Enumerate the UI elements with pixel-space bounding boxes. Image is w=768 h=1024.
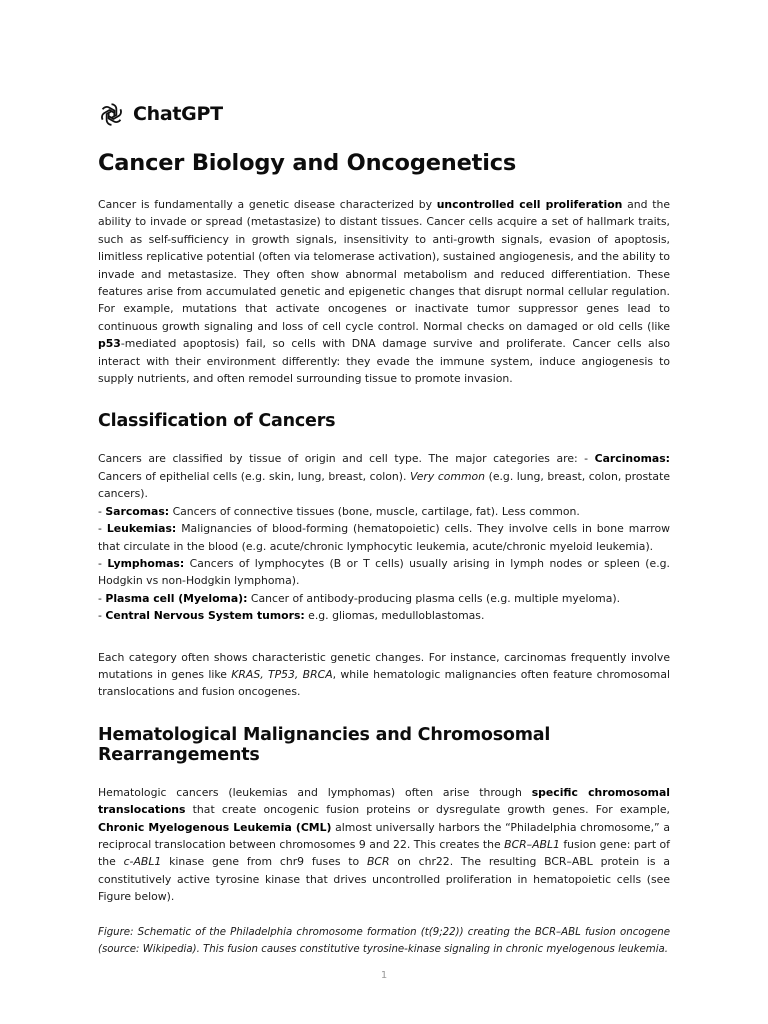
openai-logo-icon xyxy=(98,101,125,128)
list-item: - Lymphomas: Cancers of lymphocytes (B or T cells) usually arising in lymph nodes or spleen (e.g. Hodgkin vs non-Hodgkin lymphoma). xyxy=(98,556,670,588)
list-item: - Leukemias: Malignancies of blood-forming (hematopoietic) cells. They involve cells in bone marrow that circulate in the blood (e.g. acute/chronic lymphocytic leukemia, acute/chronic myeloid leukemia). xyxy=(98,522,670,553)
list-item: - Plasma cell (Myeloma): Cancer of antibody-producing plasma cells (e.g. multiple myeloma). xyxy=(98,591,621,605)
section-heading-hematologic: Hematological Malignancies and Chromosomal Rearrangements xyxy=(98,724,551,765)
classification-list xyxy=(98,450,670,624)
list-item: - Sarcomas: Cancers of connective tissues (bone, muscle, cartilage, fat). Less common. xyxy=(98,504,580,518)
genetics-paragraph: Each category often shows characteristic genetic changes. For instance, carcinomas frequently involve mutations in genes like KRAS, TP53, BRCA, while hematologic malignancies often feature chromosomal translocations and fusion oncogenes. xyxy=(98,650,670,699)
document-page xyxy=(98,100,670,958)
page-title: Cancer Biology and Oncogenetics xyxy=(98,150,517,176)
list-item: - Central Nervous System tumors: e.g. gliomas, medulloblastomas. xyxy=(98,609,485,623)
intro-paragraph: Cancer is fundamentally a genetic disease characterized by uncontrolled cell proliferation and the ability to invade or spread (metastasize) to distant tissues. Cancer cells acquire a set of hallmark traits, such as self-sufficiency in growth signals, insensitivity to anti-growth signals, evasion of apoptosis, limitless replicative potential (often via telomerase activation), sustained angiogenesis, and the ability to invade and metastasize. They often show abnormal metabolism and reduced differentiation. These features arise from accumulated genetic and epigenetic changes that disrupt normal cellular regulation. For example, mutations that activate oncogenes or inactivate tumor suppressor genes lead to continuous growth signaling and loss of cell cycle control. Normal checks on damaged or old cells (like p53-mediated apoptosis) fail, so cells with DNA damage survive and proliferate. Cancer cells also interact with their environment differently: they evade the immune system, induce angiogenesis to supply nutrients, and often remodel surrounding tissue to promote invasion. xyxy=(98,198,670,386)
brand-header xyxy=(98,100,670,128)
hematologic-paragraph: Hematologic cancers (leukemias and lymphomas) often arise through specific chromosomal translocations that create oncogenic fusion proteins or dysregulate growth genes. For example, Chronic Myelogenous Leukemia (CML) almost universally harbors the “Philadelphia chromosome,” a reciprocal translocation between chromosomes 9 and 22. This creates the BCR–ABL1 fusion gene: part of the c-ABL1 kinase gene from chr9 fuses to BCR on chr22. The resulting BCR–ABL protein is a constitutively active tyrosine kinase that drives uncontrolled proliferation in hematopoietic cells (see Figure below). xyxy=(98,785,671,904)
page-number: 1 xyxy=(380,970,388,981)
list-item: Cancers are classified by tissue of origin and cell type. The major categories are: - Carcinomas: Cancers of epithelial cells (e.g. skin, lung, breast, colon). Very common (e.g. lung, breast, colon, prostate cancers). xyxy=(98,452,670,501)
section-heading-classification: Classification of Cancers xyxy=(98,411,336,432)
brand-name: ChatGPT xyxy=(133,103,223,125)
figure-caption: Figure: Schematic of the Philadelphia chromosome formation (t(9;22)) creating the BCR–ABL fusion oncogene (source: Wikipedia). This fusion causes constitutive tyrosine-kinase signaling in chronic myelogenous leukemia. xyxy=(98,926,670,955)
